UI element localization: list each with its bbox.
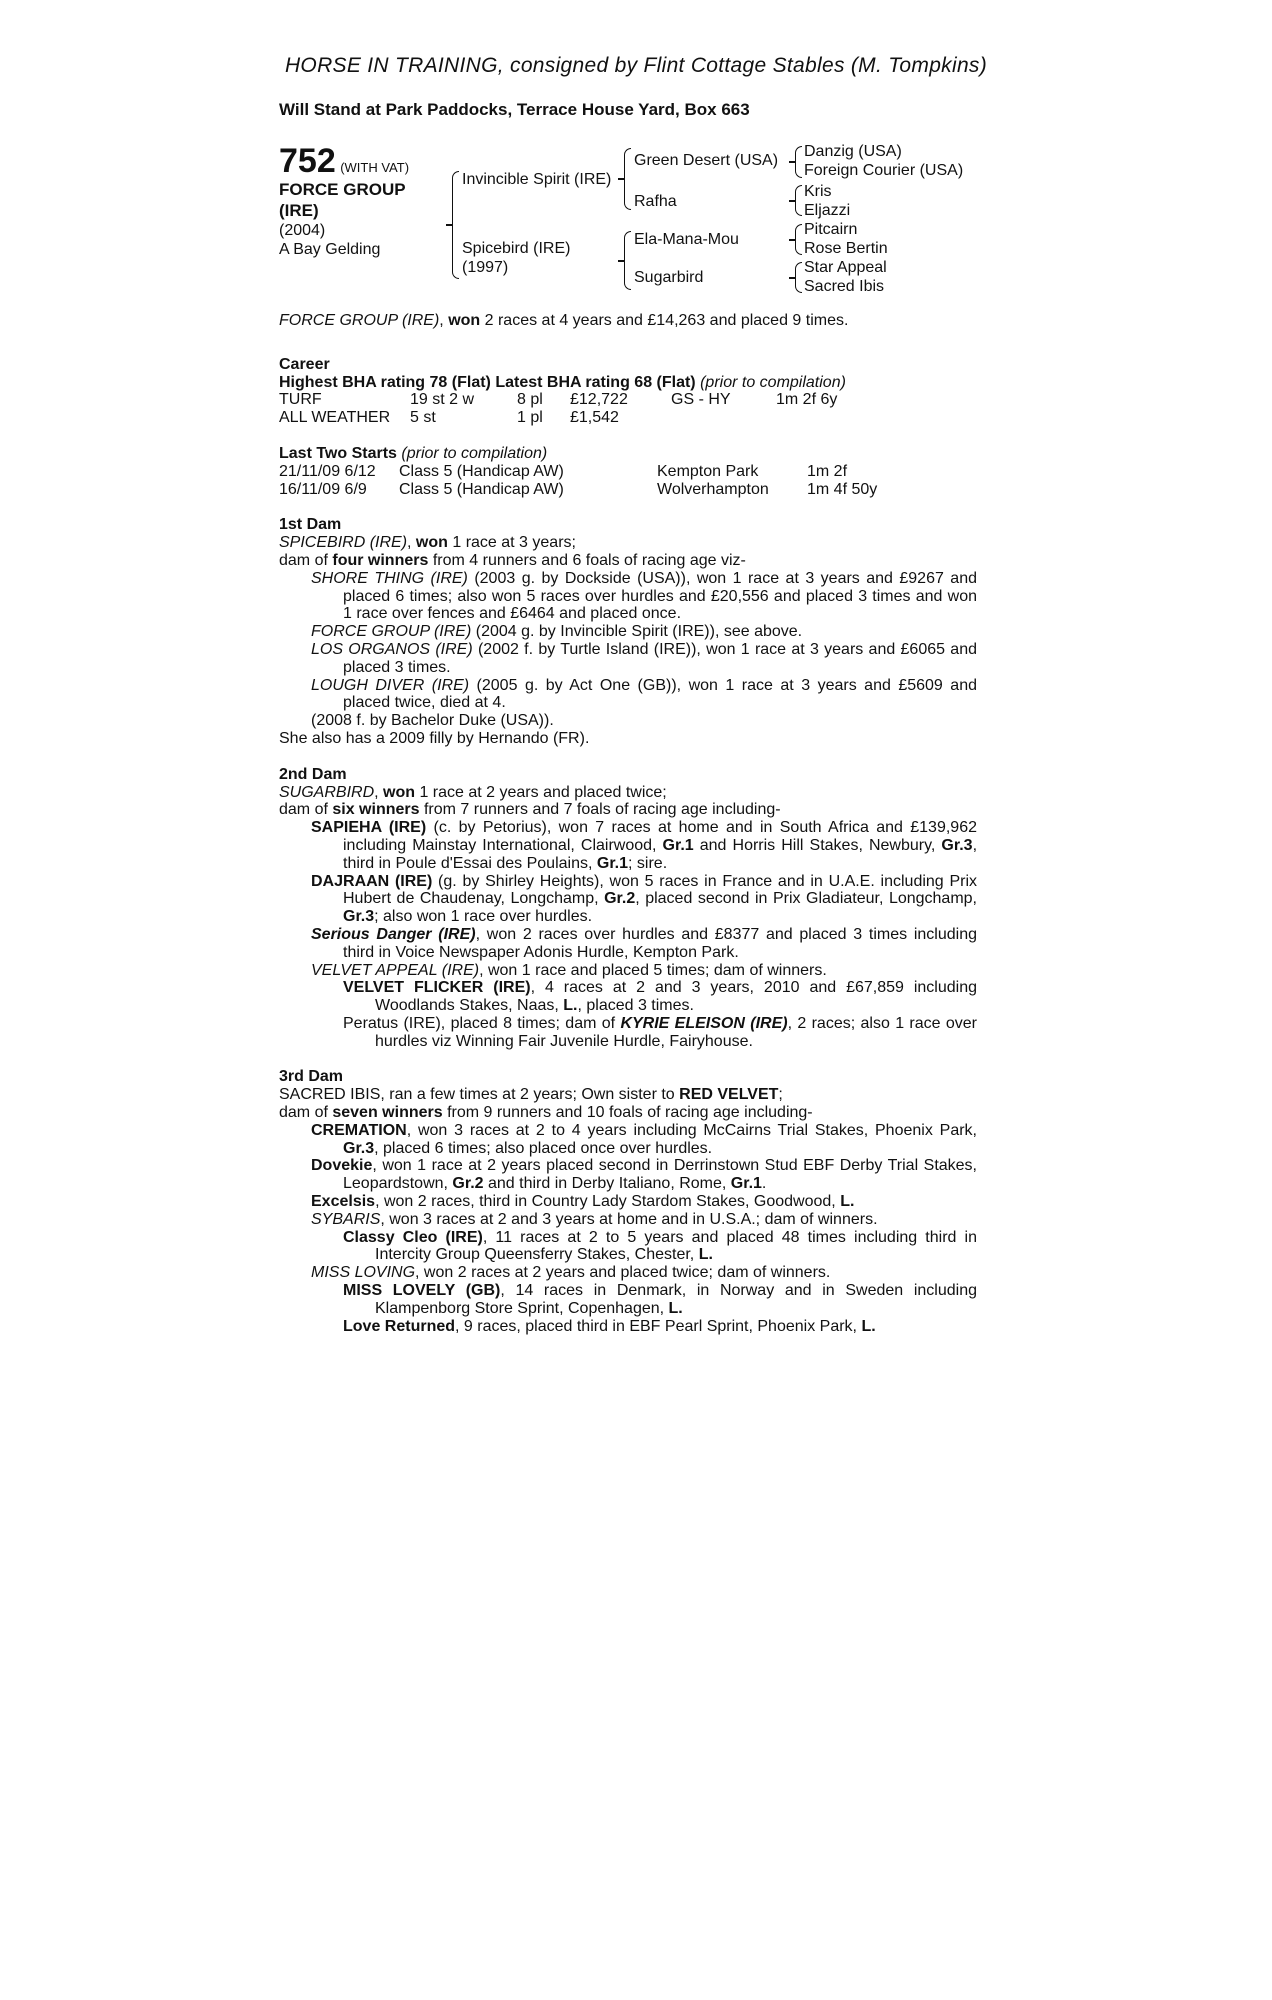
third-dam-heading: 3rd Dam — [279, 1068, 344, 1086]
career-row: TURF 19 st 2 w 8 pl £12,722 GS - HY 1m 2f 6y — [279, 391, 838, 409]
pedigree-dam: Spicebird (IRE) — [462, 240, 571, 257]
pedigree-sire: Invincible Spirit (IRE) — [462, 171, 612, 188]
career-row: ALL WEATHER 5 st 1 pl £1,542 — [279, 409, 619, 427]
horse-name-line2: (IRE) — [279, 201, 319, 220]
produce-entry: DAJRAAN (IRE) (g. by Shirley Heights), won 5 races in France and in U.A.E. including Prix Hubert de Chaudenay, Longchamp, Gr.2, placed second in Prix Gladiateur, Longchamp, Gr.3; also won 1 race over hurdles. — [311, 872, 978, 926]
catalogue-body — [279, 312, 977, 1335]
start-row: 16/11/09 6/9 Class 5 (Handicap AW) Wolverhampton 1m 4f 50y — [279, 480, 878, 498]
produce-entry: VELVET APPEAL (IRE), won 1 race and placed 5 times; dam of winners. — [311, 961, 827, 979]
produce-entry: MISS LOVING, won 2 races at 2 years and placed twice; dam of winners. — [311, 1264, 831, 1282]
career-heading: Career — [279, 355, 330, 373]
produce-entry: Excelsis, won 2 races, third in Country Lady Stardom Stakes, Goodwood, L. — [311, 1193, 855, 1211]
produce-entry: Serious Danger (IRE), won 2 races over hurdles and £8377 and placed 3 times including third in Voice Newspaper Adonis Hurdle, Kempton Park. — [311, 925, 978, 961]
produce-entry: VELVET FLICKER (IRE), 4 races at 2 and 3 years, 2010 and £67,859 including Woodlands Stakes, Naas, L., placed 3 times. — [343, 979, 978, 1015]
pedigree-dam-sire: Ela-Mana-Mou — [634, 231, 739, 248]
bha-ratings: Highest BHA rating 78 (Flat) Latest BHA rating 68 (Flat) (prior to compilation) — [279, 373, 846, 391]
third-dam-line: SACRED IBIS, ran a few times at 2 years; Own sister to RED VELVET; — [279, 1086, 783, 1104]
second-dam-heading: 2nd Dam — [279, 765, 347, 783]
produce-entry: SYBARIS, won 3 races at 2 and 3 years at home and in U.S.A.; dam of winners. — [311, 1210, 878, 1228]
pedigree-ggp-8: Sacred Ibis — [804, 278, 885, 295]
foaling-year: (2004) — [279, 222, 326, 239]
produce-entry: SHORE THING (IRE) (2003 g. by Dockside (USA)), won 1 race at 3 years and £9267 and placed 6 times; also won 5 races over hurdles and £20,556 and placed 3 times and won 1 race over fences and £6464 and placed once. — [311, 569, 978, 623]
start-row: 21/11/09 6/12 Class 5 (Handicap AW) Kempton Park 1m 2f — [279, 462, 848, 480]
horse-name-line1: FORCE GROUP — [279, 180, 406, 199]
brace-sire-parents — [624, 148, 631, 210]
first-dam-note: She also has a 2009 filly by Hernando (FR). — [279, 729, 590, 747]
race-summary: FORCE GROUP (IRE), won 2 races at 4 years and £14,263 and placed 9 times. — [279, 312, 849, 329]
last-two-starts-section — [279, 445, 977, 498]
brace-ggp-1 — [795, 146, 802, 178]
produce-entry: CREMATION, won 3 races at 2 to 4 years including McCairns Trial Stakes, Phoenix Park, Gr.3, placed 6 times; also placed once over hurdles. — [311, 1121, 977, 1157]
produce-entry: Peratus (IRE), placed 8 times; dam of KYRIE ELEISON (IRE), 2 races; also 1 race over hurdles viz Winning Fair Juvenile Hurdle, Fairyhouse. — [343, 1014, 978, 1050]
pedigree-ggp-5: Pitcairn — [804, 221, 858, 238]
first-dam-heading: 1st Dam — [279, 516, 342, 534]
pedigree-ggp-4: Eljazzi — [804, 202, 851, 219]
brace-ggp-4 — [795, 262, 802, 293]
first-dam-section — [279, 516, 977, 747]
produce-entry: FORCE GROUP (IRE) (2004 g. by Invincible Spirit (IRE)), see above. — [311, 623, 803, 641]
pedigree-sire-dam: Rafha — [634, 193, 677, 210]
brace-sire-dam — [452, 171, 459, 279]
pedigree-sire-sire: Green Desert (USA) — [634, 152, 779, 169]
lot-number: 752 — [279, 142, 336, 180]
produce-entry: Love Returned, 9 races, placed third in EBF Pearl Sprint, Phoenix Park, L. — [343, 1317, 876, 1335]
last-two-heading: Last Two Starts (prior to compilation) — [279, 444, 548, 462]
produce-entry: LOS ORGANOS (IRE) (2002 f. by Turtle Island (IRE)), won 1 race at 3 years and £6065 and placed 3 times. — [311, 640, 977, 676]
produce-entry: LOUGH DIVER (IRE) (2005 g. by Act One (GB)), won 1 race at 3 years and £5609 and placed twice, died at 4. — [311, 676, 977, 712]
pedigree-ggp-3: Kris — [804, 183, 832, 200]
pedigree-dam-dam: Sugarbird — [634, 269, 704, 286]
lot-block — [279, 143, 449, 259]
first-dam-produce-line: dam of four winners from 4 runners and 6 foals of racing age viz- — [279, 551, 746, 569]
career-section — [279, 356, 977, 427]
third-dam-produce-line: dam of seven winners from 9 runners and 10 foals of racing age including- — [279, 1104, 813, 1122]
horse-name — [279, 179, 429, 221]
stand-location: Will Stand at Park Paddocks, Terrace House Yard, Box 663 — [279, 100, 750, 119]
third-dam-section — [279, 1068, 977, 1335]
produce-entry: (2008 f. by Bachelor Duke (USA)). — [311, 712, 554, 730]
brace-ggp-3 — [795, 224, 802, 255]
pedigree-dam-year: (1997) — [462, 259, 509, 276]
second-dam-section — [279, 766, 977, 1051]
consignor-header: HORSE IN TRAINING, consigned by Flint Cottage Stables (M. Tompkins) — [284, 54, 988, 77]
produce-entry: Classy Cleo (IRE), 11 races at 2 to 5 years and placed 48 times including third in Intercity Group Queensferry Stakes, Chester, L. — [343, 1228, 978, 1264]
brace-ggp-2 — [795, 185, 802, 216]
produce-entry: SAPIEHA (IRE) (c. by Petorius), won 7 races at home and in South Africa and £139,962 including Mainstay International, Clairwood, Gr.1 and Horris Hill Stakes, Newbury, Gr.3, third in Poule d'Essai des Poulains, Gr.1; sire. — [311, 819, 978, 872]
produce-entry: Dovekie, won 1 race at 2 years placed second in Derrinstown Stud EBF Derby Trial Stakes, Leopardstown, Gr.2 and third in Derby Italiano, Rome, Gr.1. — [311, 1157, 977, 1193]
second-dam-line: SUGARBIRD, won 1 race at 2 years and placed twice; — [279, 783, 667, 801]
horse-description: A Bay Gelding — [279, 241, 381, 258]
pedigree-ggp-2: Foreign Courier (USA) — [804, 162, 964, 179]
pedigree-ggp-1: Danzig (USA) — [804, 143, 902, 160]
pedigree-ggp-6: Rose Bertin — [804, 240, 888, 257]
vat-label: (WITH VAT) — [340, 160, 410, 175]
produce-entry: MISS LOVELY (GB), 14 races in Denmark, in Norway and in Sweden including Klampenborg Store Sprint, Copenhagen, L. — [343, 1282, 977, 1317]
brace-dam-parents — [624, 231, 631, 290]
pedigree-ggp-7: Star Appeal — [804, 259, 887, 276]
first-dam-line: SPICEBIRD (IRE), won 1 race at 3 years; — [279, 534, 576, 552]
second-dam-produce-line: dam of six winners from 7 runners and 7 foals of racing age including- — [279, 801, 781, 819]
